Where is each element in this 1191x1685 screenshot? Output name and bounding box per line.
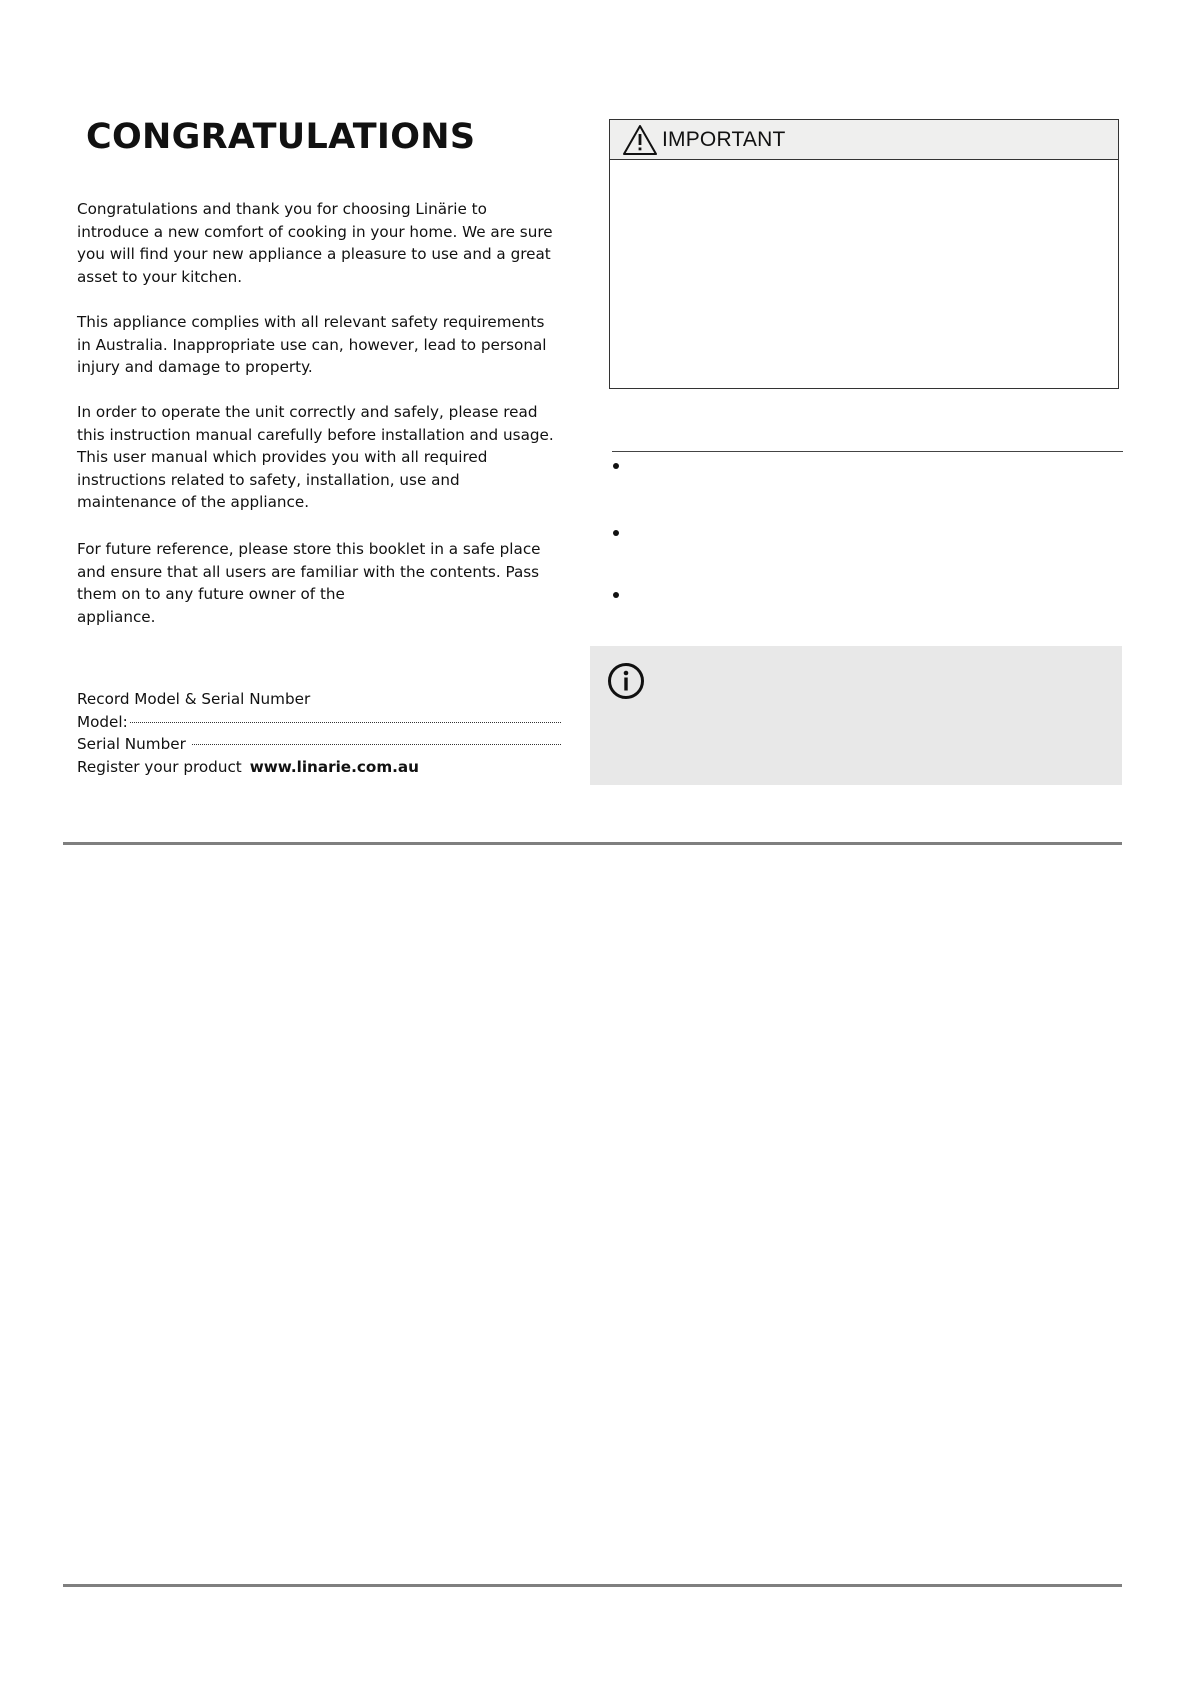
important-header [610, 120, 1118, 160]
model-label: Model: [77, 712, 128, 731]
bullet-point [613, 463, 619, 469]
serial-field[interactable] [192, 744, 561, 745]
model-row [77, 711, 561, 734]
intro-paragraph: Congratulations and thank you for choosing Linärie to introduce a new comfort of cooking in your home. We are sure you will find your new appliance a pleasure to use and a great asset to your kitchen. [77, 200, 553, 286]
reference-text: For future reference, please store this booklet in a safe place and ensure that all users are familiar with the contents. Pass them on to any future owner of the [77, 540, 541, 604]
record-heading: Record Model & Serial Number [77, 690, 311, 708]
page-title: CONGRATULATIONS [86, 117, 476, 157]
warning-triangle-icon [622, 124, 658, 156]
bullet-point [613, 592, 619, 598]
instructions-paragraph: In order to operate the unit correctly and safely, please read this instruction manual carefully before installation and usage. This user manual which provides you with all required instructions related to safety, installation, use and maintenance of the appliance. [77, 403, 554, 512]
reference-text-end: appliance. [77, 607, 156, 626]
section-divider [612, 451, 1123, 452]
compliance-paragraph: This appliance complies with all relevant safety requirements in Australia. Inappropriate use can, however, lead to personal injury and damage to property. [77, 313, 547, 377]
register-link[interactable]: www.linarie.com.au [249, 757, 419, 776]
serial-label: Serial Number [77, 735, 186, 754]
important-label: IMPORTANT [662, 127, 786, 151]
horizontal-rule [63, 842, 1122, 845]
bullet-point [613, 530, 619, 536]
record-section [77, 688, 561, 778]
serial-row [77, 733, 561, 756]
reference-paragraph [77, 538, 561, 628]
register-row [77, 756, 561, 779]
info-box [590, 646, 1122, 785]
footer-rule [63, 1584, 1122, 1587]
model-field[interactable] [130, 722, 561, 723]
info-circle-icon [607, 662, 645, 700]
register-label: Register your product [77, 757, 242, 776]
important-box [609, 119, 1119, 389]
